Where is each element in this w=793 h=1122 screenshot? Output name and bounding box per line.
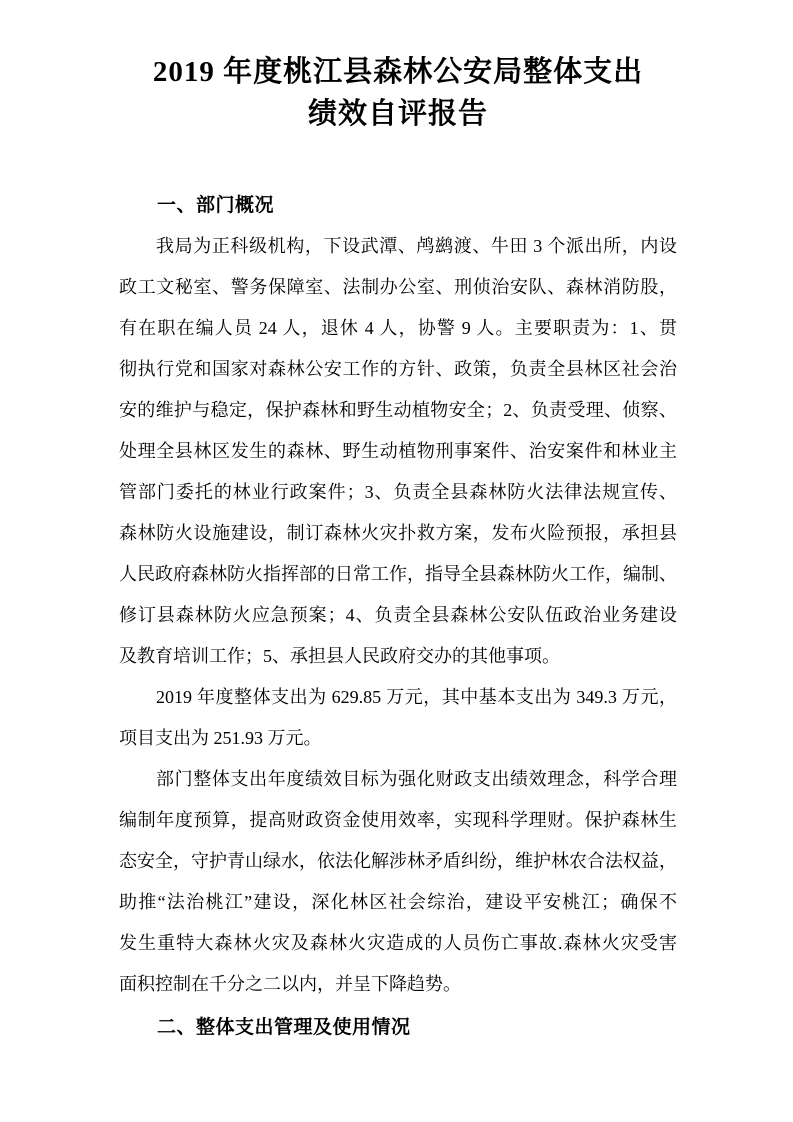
paragraph-3 [119, 759, 677, 1005]
section-heading-1: 一、部门概况 [157, 195, 275, 216]
paragraph-1 [119, 226, 677, 677]
paragraph-line: 部门整体支出年度绩效目标为强化财政支出绩效理念，科学合理 [156, 769, 677, 789]
paragraph-line: 修订县森林防火应急预案；4、负责全县森林公安队伍政治业务建设 [119, 605, 677, 625]
paragraph-line: 面积控制在千分之二以内，并呈下降趋势。 [119, 974, 461, 994]
paragraph-line: 安的维护与稳定，保护森林和野生动植物安全；2、负责受理、侦察、 [119, 400, 677, 420]
document-title-line-2: 绩效自评报告 [307, 98, 488, 130]
section-heading-2: 二、整体支出管理及使用情况 [157, 1017, 411, 1038]
paragraph-line: 处理全县林区发生的森林、野生动植物刑事案件、治安案件和林业主 [119, 441, 677, 461]
paragraph-line: 有在职在编人员 24 人，退休 4 人，协警 9 人。主要职责为：1、贯 [119, 318, 677, 338]
paragraph-2 [119, 677, 677, 759]
paragraph-line: 人民政府森林防火指挥部的日常工作，指导全县森林防火工作，编制、 [119, 564, 677, 584]
paragraph-line: 彻执行党和国家对森林公安工作的方针、政策，负责全县林区社会治 [119, 359, 677, 379]
paragraph-line: 管部门委托的林业行政案件；3、负责全县森林防火法律法规宣传、 [119, 482, 677, 502]
paragraph-line: 我局为正科级机构，下设武潭、鸬鹚渡、牛田 3 个派出所，内设 [156, 236, 677, 256]
paragraph-line: 助推“法治桃江”建设，深化林区社会综治，建设平安桃江；确保不 [119, 892, 677, 912]
paragraph-line: 森林防火设施建设，制订森林火灾扑救方案，发布火险预报，承担县 [119, 523, 677, 543]
document-title [119, 51, 677, 135]
paragraph-line: 发生重特大森林火灾及森林火灾造成的人员伤亡事故.森林火灾受害 [119, 933, 677, 953]
paragraph-line: 政工文秘室、警务保障室、法制办公室、刑侦治安队、森林消防股， [119, 277, 677, 297]
paragraph-line: 及教育培训工作；5、承担县人民政府交办的其他事项。 [119, 646, 560, 666]
paragraph-line: 态安全，守护青山绿水，依法化解涉林矛盾纠纷，维护林农合法权益， [119, 851, 677, 871]
paragraph-line: 编制年度预算，提高财政资金使用效率，实现科学理财。保护森林生 [119, 810, 677, 830]
paragraph-line: 2019 年度整体支出为 629.85 万元，其中基本支出为 349.3 万元， [156, 687, 677, 707]
document-title-line-1: 2019 年度桃江县森林公安局整体支出 [152, 56, 644, 88]
paragraph-line: 项目支出为 251.93 万元。 [119, 728, 322, 748]
